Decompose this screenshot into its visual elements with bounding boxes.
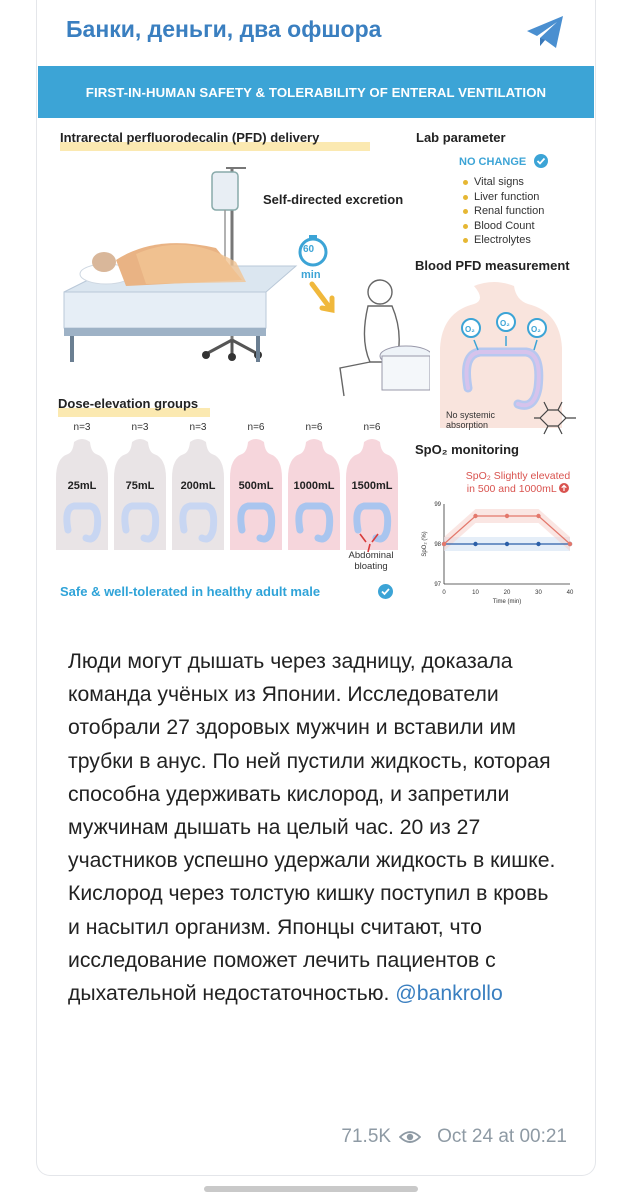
lab-title: Lab parameter [416,130,506,145]
spo2-note-line: SpO₂ Slightly elevated [465,470,571,482]
lab-item: Renal function [463,204,544,219]
dose-group-volume: 1000mL [293,480,335,492]
excretion-title: Self-directed excretion [263,192,404,207]
bloating-label [344,550,398,572]
dose-group [286,422,342,552]
o2-label: O₂ [465,325,475,334]
molecule-icon [534,400,578,436]
spo2-title: SpO₂ monitoring [415,442,519,457]
dose-group [170,422,226,552]
message-text [68,645,558,1010]
data-point [568,542,572,546]
timestamp: Oct 24 at 00:21 [437,1126,567,1147]
data-point [473,514,477,518]
data-point [505,514,509,518]
x-tick-label: 30 [535,590,542,596]
dose-group-n: n=6 [305,422,323,433]
message-meta [341,1126,567,1148]
x-axis-label: Time (min) [492,599,522,605]
lab-item: Vital signs [463,175,544,190]
lab-item: Liver function [463,190,544,205]
message-body: Люди могут дышать через задницу, доказала команда учёных из Японии. Исследователи отобрали 27 здоровых мужчин и вставили им трубки в анус. По ней пустили жидкость, которая способна удерживать кислород, и запретили мужчинам дышать на целый час. 20 из 27 участников успешно удержали жидкость в кишке. Кислород через толстую кишку поступил в кровь и насытил организм. Японцы считают, что исследование поможет лечить пациентов с дыхательной недостаточностью. [68,650,556,1006]
dose-group-volume: 500mL [238,480,274,492]
timer-unit: min [301,269,321,281]
dose-group-n: n=3 [73,422,91,433]
channel-name[interactable]: Банки, деньги, два офшора [66,16,382,42]
y-axis-label: SpO₂ (%) [422,531,428,557]
torso-silhouette [112,438,168,550]
x-tick-label: 40 [566,590,574,596]
no-absorption-line: absorption [446,420,489,430]
dose-group-volume: 25mL [67,480,97,492]
infographic-image[interactable] [38,66,594,618]
infographic-banner: FIRST-IN-HUMAN SAFETY & TOLERABILITY OF ENTERAL VENTILATION [38,66,594,118]
o2-label: O₂ [531,325,541,334]
no-absorption-line: No systemic [446,410,496,420]
y-tick-label: 98 [434,542,441,548]
dose-group-volume: 200mL [180,480,216,492]
dose-group [228,422,284,552]
spo2-chart [418,498,578,610]
dose-group-n: n=6 [247,422,265,433]
spo2-note [448,470,588,496]
bloating-line: bloating [354,561,388,572]
check-icon [534,154,548,168]
dose-group [112,422,168,552]
arrow-up-icon [559,483,569,493]
home-indicator[interactable] [204,1186,418,1192]
dose-title: Dose-elevation groups [58,396,199,411]
delivery-title: Intrarectal perfluorodecalin (PFD) delivery [60,130,320,145]
x-tick-label: 10 [472,590,479,596]
dose-group-n: n=6 [363,422,381,433]
data-point [473,542,477,546]
telegram-share-icon[interactable] [523,12,567,52]
torso-silhouette [286,438,342,550]
data-point [536,542,540,546]
eye-icon [399,1130,421,1144]
x-tick-label: 20 [503,590,511,596]
lab-list [463,175,544,248]
dose-group-volume: 1500mL [351,480,393,492]
safe-label: Safe & well-tolerated in healthy adult male [60,584,321,599]
blood-title: Blood PFD measurement [415,258,570,273]
excretion-illustration [300,270,430,400]
torso-silhouette [170,438,226,550]
no-absorption-label [446,410,495,430]
dose-group-n: n=3 [189,422,207,433]
y-tick-label: 99 [434,502,441,508]
dose-group-n: n=3 [131,422,149,433]
mention-link[interactable]: @bankrollo [395,982,503,1006]
bloating-line: Abdominal [348,550,394,561]
timer-value: 60 [303,244,315,255]
spo2-note-line: in 500 and 1000mL [466,483,557,495]
x-tick-label: 0 [442,590,446,596]
data-point [505,542,509,546]
lab-item: Blood Count [463,219,544,234]
o2-label: O₂ [500,319,510,328]
lab-status: NO CHANGE [459,156,527,168]
y-tick-label: 97 [434,582,441,588]
view-count: 71.5K [341,1126,392,1147]
check-icon [378,584,393,599]
dose-group [54,422,110,552]
data-point [536,514,540,518]
dose-group-volume: 75mL [125,480,155,492]
data-point [442,542,446,546]
torso-silhouette [228,438,284,550]
torso-silhouette [54,438,110,550]
lab-item: Electrolytes [463,233,544,248]
